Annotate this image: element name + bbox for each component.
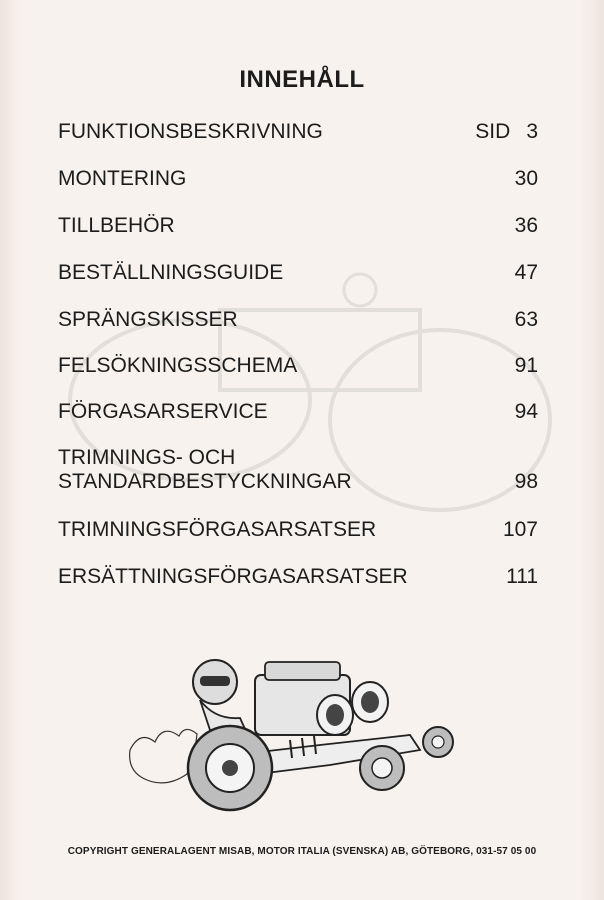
- page-number: 94: [514, 400, 538, 423]
- toc-entry-label: SPRÄNGSKISSER: [58, 308, 238, 331]
- page-number: 47: [514, 261, 538, 284]
- toc-entry-label: ERSÄTTNINGSFÖRGASARSATSER: [58, 565, 408, 588]
- toc-entry-page: [475, 120, 538, 144]
- toc-entry-label: FÖRGASARSERVICE: [58, 400, 268, 423]
- toc-entry: [58, 518, 538, 542]
- toc-entry: [58, 167, 538, 191]
- toc-entry: [58, 308, 538, 332]
- page-number: 3: [526, 120, 538, 143]
- page-number: 30: [514, 167, 538, 190]
- page-title: INNEHÅLL: [239, 66, 365, 93]
- page-number: 107: [502, 518, 538, 541]
- toc-entry-label: MONTERING: [58, 167, 187, 190]
- toc-entry-label-line1: TRIMNINGS- OCH: [58, 446, 236, 469]
- toc-entry-label: FUNKTIONSBESKRIVNING: [58, 120, 323, 143]
- toc-entry-label: TILLBEHÖR: [58, 214, 175, 237]
- toc-entry-label: FELSÖKNINGSSCHEMA: [58, 354, 298, 377]
- toc-entry: [58, 400, 538, 424]
- toc-entry-label: [58, 446, 418, 494]
- toc-entry: [58, 261, 538, 285]
- toc-entry-label-line2: STANDARDBESTYCKNINGAR: [58, 470, 352, 493]
- hot-rod-car-illustration: [120, 640, 470, 820]
- page-number: 111: [506, 565, 538, 588]
- page-prefix: SID: [475, 120, 511, 143]
- toc-entry-label: TRIMNINGSFÖRGASARSATSER: [58, 518, 377, 541]
- page-number: 36: [514, 214, 538, 237]
- page-number: 91: [514, 354, 538, 377]
- page-number: 63: [514, 308, 538, 331]
- toc-entry: [58, 446, 538, 494]
- page-number: 98: [514, 470, 538, 493]
- toc-entry-label: BESTÄLLNINGSGUIDE: [58, 261, 284, 284]
- toc-entry: [58, 354, 538, 378]
- copyright-notice: COPYRIGHT GENERALAGENT MISAB, MOTOR ITALIA (SVENSKA) AB, GÖTEBORG, 031-57 05 00: [67, 846, 537, 857]
- toc-entry: [58, 214, 538, 238]
- toc-entry: [58, 120, 538, 144]
- toc-entry: [58, 565, 538, 589]
